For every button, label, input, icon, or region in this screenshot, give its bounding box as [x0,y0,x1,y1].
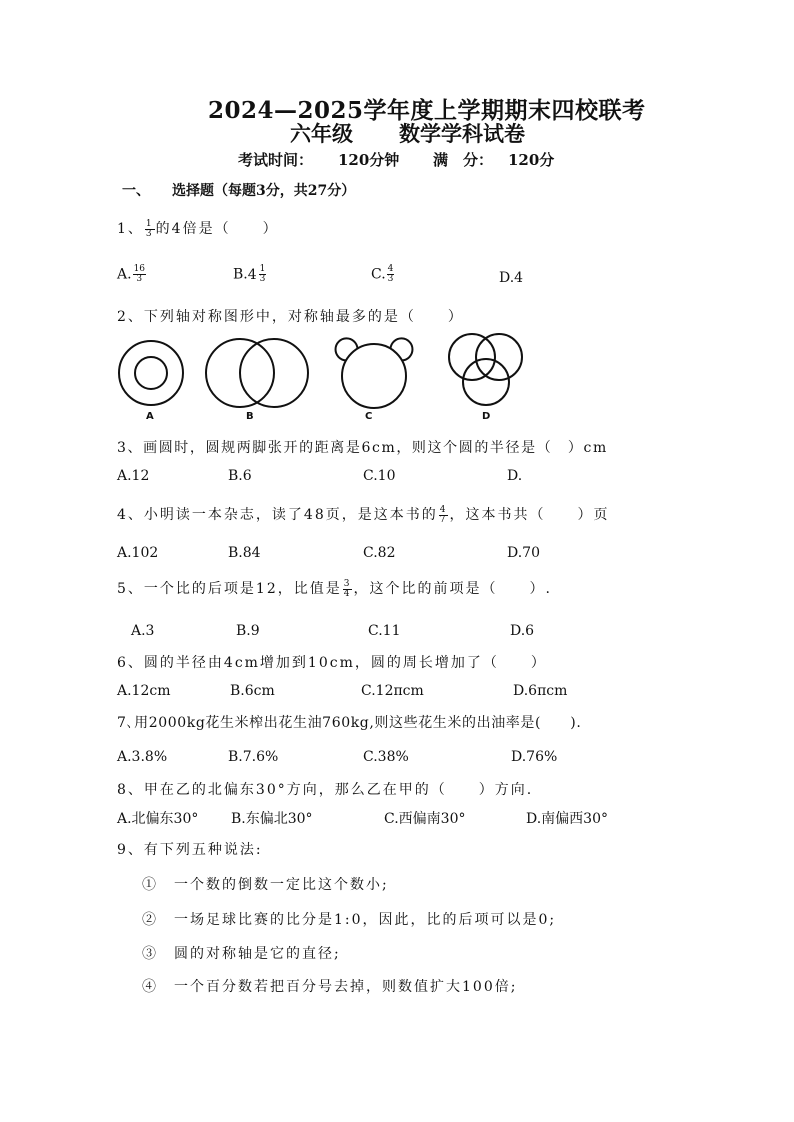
fraction-numerator: 1 [259,264,266,274]
question-5-text-b: ，这个比的前项是（ ）. [353,581,552,597]
figure-d-three-circles[interactable] [449,334,522,405]
q5-option-d[interactable]: D.6 [510,623,535,639]
option-label: C. [371,266,386,283]
fraction-denominator: 4 [343,588,352,599]
fraction-denominator: 7 [439,514,448,525]
fraction-denominator: 3 [387,274,394,284]
figure-label-a: A [146,411,154,422]
q3-option-c[interactable]: C.10 [363,468,396,484]
fraction-numerator: 1 [145,218,154,229]
fraction-numerator: 16 [133,264,146,274]
q4-option-d[interactable]: D.70 [507,545,540,561]
question-4 [117,504,609,525]
question-1-fraction [145,220,155,239]
question-1 [117,218,279,239]
q8-option-d[interactable]: D.南偏西30° [526,811,608,827]
question-1-prefix: 1、 [117,221,144,237]
q1-option-a[interactable] [117,265,147,284]
fraction-denominator: 3 [145,228,154,239]
q7-option-c[interactable]: C.38% [363,749,409,765]
q4-option-a[interactable]: A.102 [117,545,159,561]
figure-label-c: C [365,411,373,422]
q5-option-c[interactable]: C.11 [368,623,401,639]
q1-option-c[interactable] [371,265,395,284]
figure-label-b: B [246,411,254,422]
question-1-text: 的4倍是（ ） [155,221,279,237]
q6-option-b[interactable]: B.6cm [230,683,275,699]
question-9: 9、有下列五种说法: [117,842,263,858]
exam-title: 2024—2025学年度上学期期末四校联考 [208,97,646,124]
figure-c-bear-head[interactable] [336,338,413,408]
question-3: 3、画圆时，圆规两脚张开的距离是6cm，则这个圆的半径是（ ）cm [117,440,608,456]
exam-score-label: 满 分： [433,151,494,169]
q8-option-c[interactable]: C.西偏南30° [384,811,466,827]
exam-time-value: 120分钟 [338,151,400,169]
q5-option-a[interactable]: A.3 [131,623,155,639]
question-6: 6、圆的半径由4cm增加到10cm，圆的周长增加了（ ） [117,655,547,671]
q1-option-d[interactable]: D.4 [499,270,524,286]
section-number: 一、 [122,183,150,199]
section-title: 选择题（每题3分，共27分） [172,183,356,199]
question-5-fraction [343,580,353,599]
option-fraction [259,265,267,284]
q7-option-a[interactable]: A.3.8% [117,749,168,765]
q4-option-b[interactable]: B.84 [228,545,261,561]
q8-option-b[interactable]: B.东偏北30° [231,811,313,827]
q9-statement-2: ② 一场足球比赛的比分是1:0，因此，比的后项可以是0; [142,912,557,928]
q9-statement-1: ① 一个数的倒数一定比这个数小; [142,877,389,893]
q1-option-b[interactable] [233,265,267,284]
option-fraction [387,265,395,284]
question-8: 8、甲在乙的北偏东30°方向，那么乙在甲的（ ）方向. [117,782,534,798]
q6-option-d[interactable]: D.6πcm [513,683,568,699]
question-4-text-a: 4、小明读一本杂志，读了48页，是这本书的 [117,507,438,523]
question-4-fraction [439,506,449,525]
figure-b-overlapping-circles[interactable] [206,339,308,407]
exam-grade: 六年级 [290,121,353,146]
question-4-text-b: ，这本书共（ ）页 [449,507,610,523]
option-fraction [133,265,146,284]
q7-option-b[interactable]: B.7.6% [228,749,279,765]
option-label: A. [117,266,132,283]
mixed-whole: 4 [247,266,257,283]
q3-option-d[interactable]: D. [507,468,523,484]
q9-statement-3: ③ 圆的对称轴是它的直径; [142,946,341,962]
q8-option-a[interactable]: A.北偏东30° [117,811,199,827]
fraction-denominator: 3 [259,274,266,284]
option-label: B. [233,266,248,283]
question-5-text-a: 5、一个比的后项是12，比值是 [117,581,342,597]
figure-label-d: D [482,411,491,422]
q6-option-c[interactable]: C.12πcm [361,683,424,699]
figure-a-concentric-circles[interactable] [119,341,183,405]
fraction-numerator: 4 [439,504,448,515]
question-7: 7､用2000kg花生米榨出花生油760kg,则这些花生米的出油率是( ). [117,715,582,731]
exam-score-value: 120分 [508,151,555,169]
fraction-denominator: 3 [136,274,143,284]
q3-option-b[interactable]: B.6 [228,468,252,484]
q5-option-b[interactable]: B.9 [236,623,260,639]
q7-option-d[interactable]: D.76% [511,749,558,765]
q4-option-c[interactable]: C.82 [363,545,396,561]
question-5 [117,578,552,599]
fraction-numerator: 3 [343,578,352,589]
q6-option-a[interactable]: A.12cm [117,683,171,699]
exam-subject: 数学学科试卷 [399,121,525,146]
fraction-numerator: 4 [387,264,394,274]
question-2: 2、下列轴对称图形中，对称轴最多的是（ ） [117,309,464,325]
exam-time-label: 考试时间： [238,151,314,169]
q3-option-a[interactable]: A.12 [117,468,150,484]
q9-statement-4: ④ 一个百分数若把百分号去掉，则数值扩大100倍; [142,979,518,995]
